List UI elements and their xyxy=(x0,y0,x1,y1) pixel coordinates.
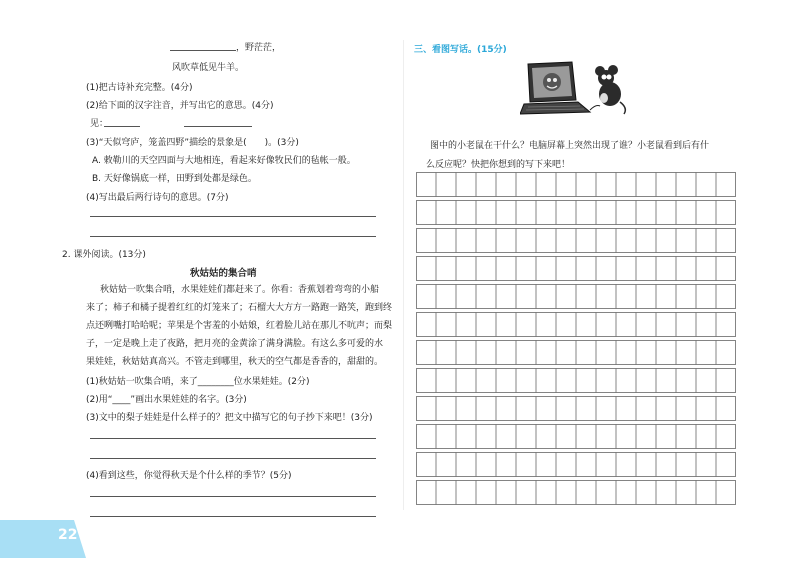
passage-line: 子，一定是晚上走了夜路，把月亮的金黄涂了满身满脸。有这么多可爱的水 xyxy=(86,339,384,349)
question-1: (1)把古诗补充完整。(4分) xyxy=(86,83,193,93)
answer-line[interactable] xyxy=(90,458,376,459)
reading-question-2: (2)用“____”画出水果娃娃的名字。(3分) xyxy=(86,395,247,405)
answer-line[interactable] xyxy=(90,236,376,237)
writing-grid-lines xyxy=(416,172,736,508)
reading-title: 秋姑姑的集合哨 xyxy=(190,268,257,279)
reading-question-1: (1)秋姑姑一吹集合哨，来了________位水果娃娃。(2分) xyxy=(86,377,310,387)
reading-question-3: (3)文中的梨子娃娃是什么样子的？把文中描写它的句子抄下来吧！(3分) xyxy=(86,413,373,423)
writing-prompt-line-1: 图中的小老鼠在干什么？电脑屏幕上突然出现了谁？小老鼠看到后有什 xyxy=(430,141,710,151)
question-2: (2)给下面的汉字注音，并写出它的意思。(4分) xyxy=(86,101,274,111)
passage-line: 来了；柿子和橘子提着红红的灯笼来了；石榴大大方方一路跑一路笑，跑到终 xyxy=(86,303,393,313)
answer-line[interactable] xyxy=(90,496,376,497)
poem-blank-1[interactable] xyxy=(170,50,236,51)
answer-line[interactable] xyxy=(90,216,376,217)
answer-line[interactable] xyxy=(90,516,376,517)
passage-line: 点还咧嘴打哈哈呢；苹果是个害羞的小姑娘，红着脸儿站在那儿不吭声；而梨 xyxy=(86,321,393,331)
question-3-option-a[interactable]: A. 敕勒川的天空四面与大地相连，看起来好像牧民们的毡帐一般。 xyxy=(92,156,356,166)
passage-line: 秋姑姑一吹集合哨，水果娃娃们都赶来了。你看：香蕉划着弯弯的小船 xyxy=(82,285,380,295)
question-2-char: 见： xyxy=(90,119,109,129)
poem-line-2: 风吹草低见牛羊。 xyxy=(172,63,245,73)
question-4: (4)写出最后两行诗句的意思。(7分) xyxy=(86,193,229,203)
section-2-heading: 2. 课外阅读。(13分) xyxy=(62,250,146,260)
meaning-blank[interactable] xyxy=(184,126,252,127)
answer-line[interactable] xyxy=(90,438,376,439)
reading-question-4: (4)看到这些，你觉得秋天是个什么样的季节？(5分) xyxy=(86,471,292,481)
question-3-option-b[interactable]: B. 天好像锅底一样，田野到处都是绿色。 xyxy=(92,174,257,184)
passage-line: 果娃娃，秋姑姑真高兴。不管走到哪里，秋天的空气都是香香的，甜甜的。 xyxy=(86,357,384,367)
writing-grid[interactable] xyxy=(416,172,736,508)
section-3-heading: 三、看图写话。(15分) xyxy=(414,45,507,55)
writing-prompt-line-2: 么反应呢？快把你想到的写下来吧！ xyxy=(426,160,571,170)
pinyin-blank[interactable] xyxy=(104,126,140,127)
question-3: (3)“天似穹庐，笼盖四野”描绘的景象是( )。(3分) xyxy=(86,138,299,148)
mouse-at-laptop-illustration xyxy=(520,60,630,116)
page-number: 22 xyxy=(58,527,78,543)
column-divider xyxy=(403,40,404,510)
poem-line-1-suffix: ，野茫茫， xyxy=(236,43,282,53)
